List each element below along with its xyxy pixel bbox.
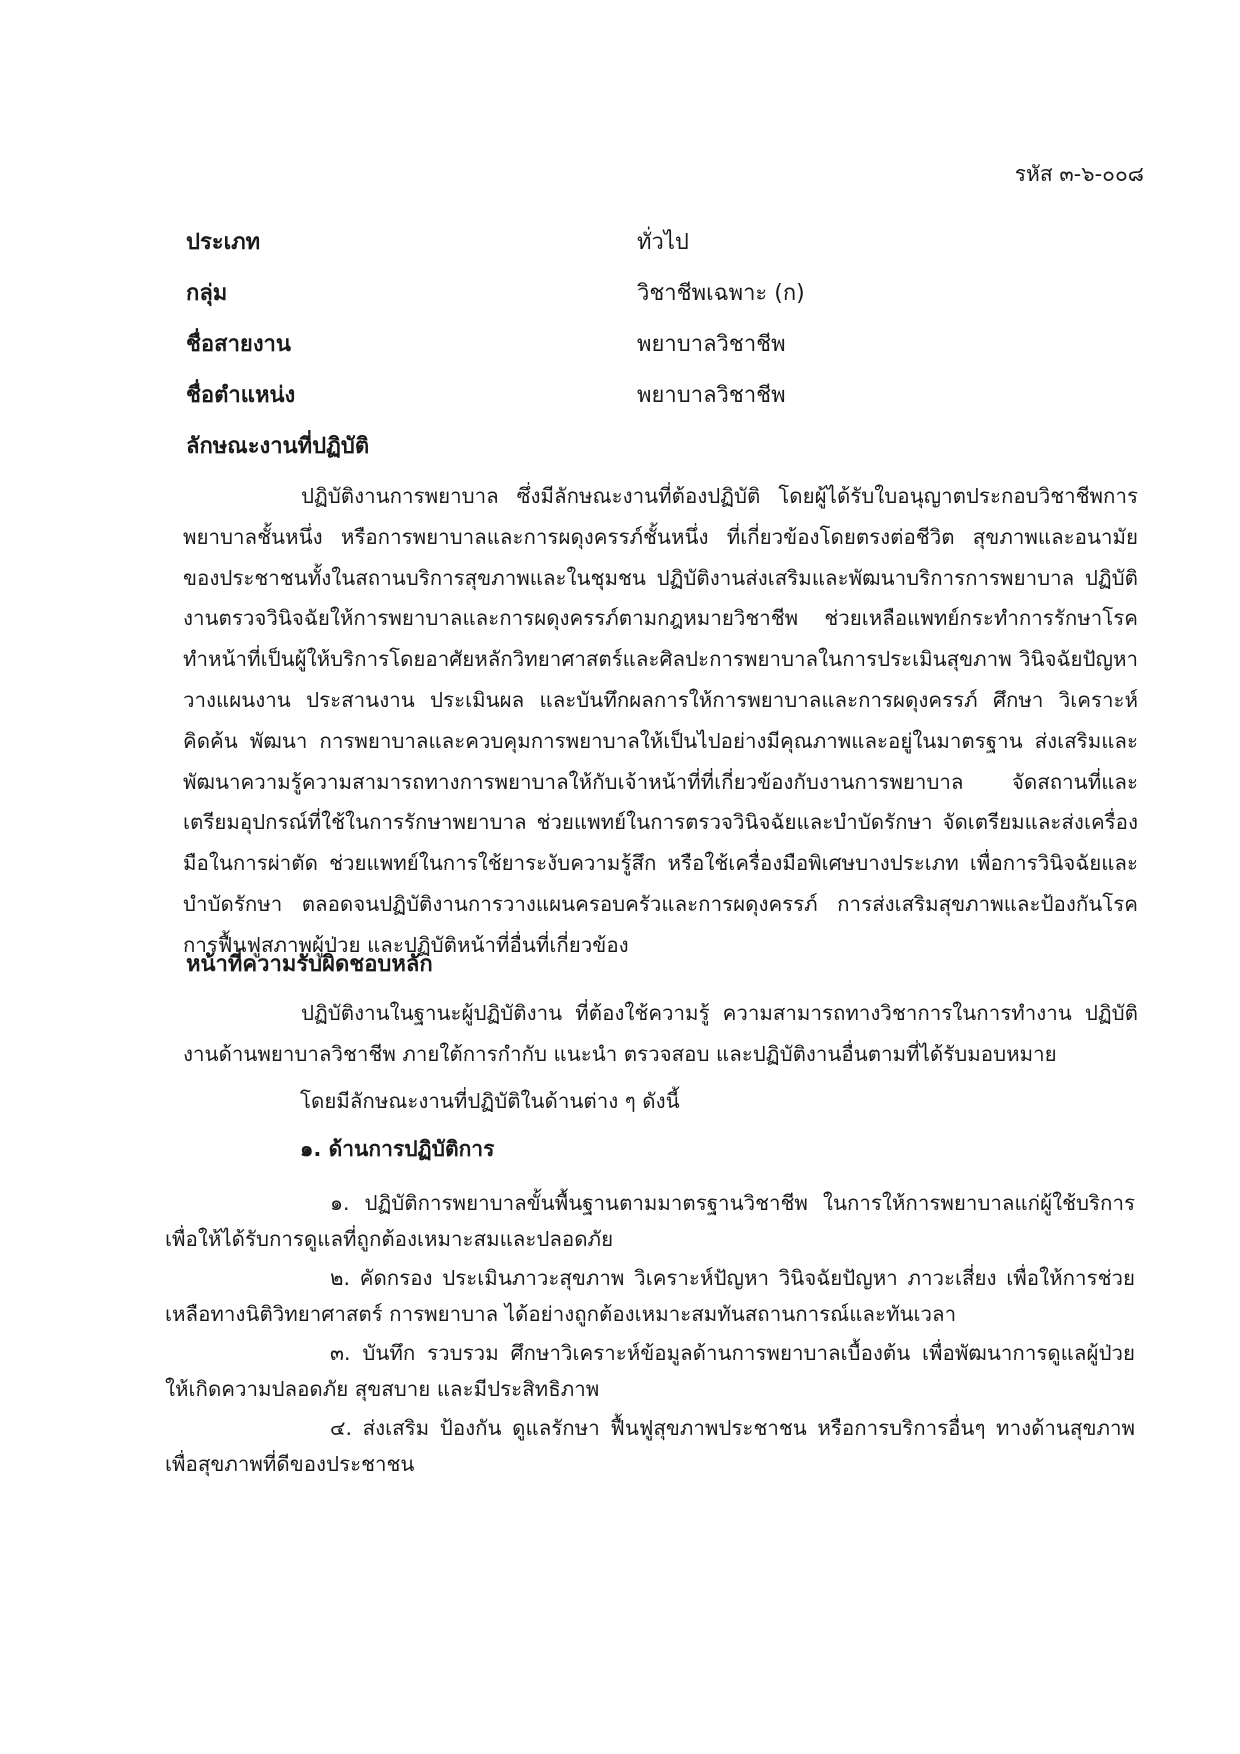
operations-item-3: ๓. บันทึก รวบรวม ศึกษาวิเคราะห์ข้อมูลด้านการพยาบาลเบื้องต้น เพื่อพัฒนาการดูแลผู้ป่วยให้เกิดความปลอดภัย สุขสบาย และมีประสิทธิภาพ	[165, 1341, 1135, 1401]
nature-paragraph: ปฏิบัติงานการพยาบาล ซึ่งมีลักษณะงานที่ต้องปฏิบัติ โดยผู้ได้รับใบอนุญาตประกอบวิชาชีพการพยาบาลชั้นหนึ่ง หรือการพยาบาลและการผดุงครรภ์ชั้นหนึ่ง ที่เกี่ยวข้องโดยตรงต่อชีวิต สุขภาพและอนามัยของประชาชนทั้งในสถานบริการสุขภาพและในชุมชน ปฏิบัติงานส่งเสริมและพัฒนาบริการการพยาบาล ปฏิบัติงานตรวจวินิจฉัยให้การพยาบาลและการผดุงครรภ์ตามกฎหมายวิชาชีพ ช่วยเหลือแพทย์กระทำการรักษาโรค ทำหน้าที่เป็นผู้ให้บริการโดยอาศัยหลักวิทยาศาสตร์และศิลปะการพยาบาลในการประเมินสุขภาพ วินิจฉัยปัญหา วางแผนงาน ประสานงาน ประเมินผล และบันทึกผลการให้การพยาบาลและการผดุงครรภ์ ศึกษา วิเคราะห์ คิดค้น พัฒนา การพยาบาลและควบคุมการพยาบาลให้เป็นไปอย่างมีคุณภาพและอยู่ในมาตรฐาน ส่งเสริมและพัฒนาความรู้ความสามารถทางการพยาบาลให้กับเจ้าหน้าที่ที่เกี่ยวข้องกับงานการพยาบาล จัดสถานที่และเตรียมอุปกรณ์ที่ใช้ในการรักษาพยาบาล ช่วยแพทย์ในการตรวจวินิจฉัยและบำบัดรักษา จัดเตรียมและส่งเครื่องมือในการผ่าตัด ช่วยแพทย์ในการใช้ยาระงับความรู้สึก หรือใช้เครื่องมือพิเศษบางประเภท เพื่อการวินิจฉัยและบำบัดรักษา ตลอดจนปฏิบัติงานการวางแผนครอบครัวและการผดุงครรภ์ การส่งเสริมสุขภาพและป้องกันโรค การฟื้นฟูสภาพผู้ป่วย และปฏิบัติหน้าที่อื่นที่เกี่ยวข้อง	[183, 484, 1138, 957]
operations-item-2: ๒. คัดกรอง ประเมินภาวะสุขภาพ วิเคราะห์ปัญหา วินิจฉัยปัญหา ภาวะเสี่ยง เพื่อให้การช่วยเหลือทางนิติวิทยาศาสตร์ การพยาบาล ได้อย่างถูกต้องเหมาะสมทันสถานการณ์และทันเวลา	[165, 1266, 1135, 1326]
type-label: ประเภท	[186, 230, 261, 255]
type-value: ทั่วไป	[637, 230, 689, 255]
operations-item-1: ๑. ปฏิบัติการพยาบาลขั้นพื้นฐานตามมาตรฐานวิชาชีพ ในการให้การพยาบาลแก่ผู้ใช้บริการเพื่อให้ได้รับการดูแลที่ถูกต้องเหมาะสมและปลอดภัย	[165, 1191, 1135, 1251]
nature-heading: ลักษณะงานที่ปฏิบัติ	[186, 434, 370, 459]
duties-intro: โดยมีลักษณะงานที่ปฏิบัติในด้านต่าง ๆ ดังนี้	[300, 1089, 680, 1113]
position-label: ชื่อตำแหน่ง	[186, 383, 296, 408]
position-value: พยาบาลวิชาชีพ	[637, 383, 786, 408]
duties-paragraph: ปฏิบัติงานในฐานะผู้ปฏิบัติงาน ที่ต้องใช้ความรู้ ความสามารถทางวิชาการในการทำงาน ปฏิบัติงานด้านพยาบาลวิชาชีพ ภายใต้การกำกับ แนะนำ ตรวจสอบ และปฏิบัติงานอื่นตามที่ได้รับมอบหมาย	[183, 1001, 1138, 1066]
line-value: พยาบาลวิชาชีพ	[637, 332, 786, 357]
line-label: ชื่อสายงาน	[186, 332, 291, 357]
group-label: กลุ่ม	[186, 281, 228, 306]
document-code: รหัส ๓-๖-๐๐๘	[1014, 162, 1144, 186]
duties-heading: หน้าที่ความรับผิดชอบหลัก	[186, 952, 433, 977]
group-value: วิชาชีพเฉพาะ (ก)	[637, 281, 805, 306]
section-operations-heading: ๑. ด้านการปฏิบัติการ	[300, 1137, 495, 1161]
operations-item-4: ๔. ส่งเสริม ป้องกัน ดูแลรักษา ฟื้นฟูสุขภาพประชาชน หรือการบริการอื่นๆ ทางด้านสุขภาพเพื่อสุขภาพที่ดีของประชาชน	[165, 1416, 1135, 1476]
